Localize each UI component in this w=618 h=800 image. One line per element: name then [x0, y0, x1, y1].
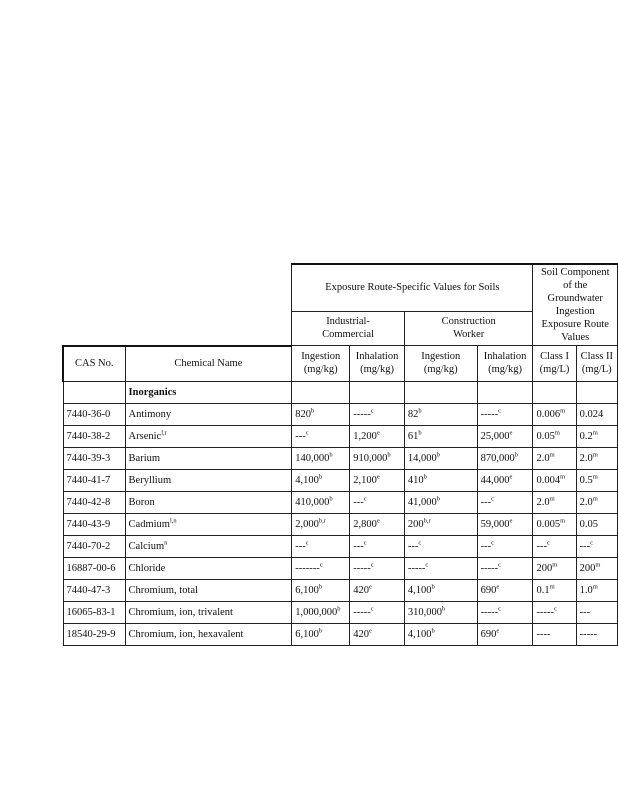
industrial-commercial-header: Industrial-Commercial [292, 311, 405, 345]
chemical-name-cell [125, 513, 292, 535]
cw-inhalation-cell-value: 690 [480, 584, 497, 596]
footnote-marker: m [592, 495, 598, 502]
class2-cell-value: --- [579, 540, 591, 552]
footnote-marker: b [423, 473, 427, 480]
ic-inhalation-cell [350, 535, 405, 557]
ic-ingestion-cell-value: 410,000 [295, 496, 330, 508]
class2-cell-value: 200 [579, 562, 596, 574]
footnote-marker: b [329, 451, 333, 458]
cw-ingestion-cell-value: 4,100 [407, 628, 432, 640]
footnote-marker: e [496, 583, 500, 590]
footnote-marker: m [560, 473, 566, 480]
chemical-name-cell-value: Chromium, ion, trivalent [128, 606, 233, 618]
chemical-name-cell-value: Barium [128, 452, 161, 464]
empty-cell [533, 381, 576, 403]
empty-cell [350, 381, 405, 403]
footnote-marker: c [370, 561, 374, 568]
class1-cell [533, 601, 576, 623]
footnote-marker: c [363, 539, 367, 546]
ic-ingestion-cell [292, 491, 350, 513]
table-row [63, 513, 618, 535]
cas-number-cell-value: 7440-42-8 [66, 496, 111, 508]
footnote-marker: b [318, 627, 323, 634]
cw-ingestion-cell-value: --- [407, 540, 419, 552]
empty-cell [292, 381, 350, 403]
cw-inhalation-cell [477, 447, 533, 469]
ic-ingestion-cell [292, 623, 350, 645]
ic-inhalation-cell [350, 425, 405, 447]
ic-inhalation-cell [350, 447, 405, 469]
class1-cell-value: 0.005 [536, 518, 561, 530]
footnote-marker: e [368, 583, 372, 590]
class2-cell-value: 0.024 [579, 408, 604, 420]
cas-number-cell [63, 447, 125, 469]
ic-ingestion-cell-value: 820 [295, 408, 311, 420]
cw-inhalation-header: Inhalation (mg/kg) [477, 346, 533, 382]
blank-cell [63, 264, 125, 311]
footnote-marker: e [509, 473, 513, 480]
empty-cell [63, 381, 125, 403]
chemical-name-cell-value: Beryllium [128, 474, 172, 486]
class1-cell [533, 513, 576, 535]
table-row [63, 425, 618, 447]
cw-inhalation-cell [477, 425, 533, 447]
ic-ingestion-cell [292, 425, 350, 447]
cw-inhalation-cell [477, 623, 533, 645]
footnote-marker: e [376, 429, 380, 436]
blank-cell [125, 311, 292, 345]
chemical-name-header: Chemical Name [125, 346, 292, 382]
chemical-name-cell [125, 403, 292, 425]
header-row-1 [63, 264, 618, 311]
cas-number-cell [63, 579, 125, 601]
cw-ingestion-cell-value: 4,100 [407, 584, 432, 596]
ic-inhalation-cell-value: 1,200 [353, 430, 377, 442]
ic-ingestion-cell [292, 557, 350, 579]
cw-inhalation-cell-value: --- [480, 540, 492, 552]
footnote-marker: b [436, 451, 441, 458]
cas-number-cell [63, 623, 125, 645]
class1-cell [533, 579, 576, 601]
footnote-marker: e [496, 627, 500, 634]
footnote-marker: e [509, 429, 513, 436]
cas-number-cell [63, 491, 125, 513]
cw-ingestion-cell-value: 41,000 [407, 496, 437, 508]
ic-ingestion-cell [292, 579, 350, 601]
cas-number-cell [63, 601, 125, 623]
footnote-marker: l,r [161, 429, 167, 436]
cw-inhalation-cell [477, 513, 533, 535]
footnote-marker: m [592, 429, 598, 436]
cw-ingestion-header: Ingestion (mg/kg) [404, 346, 477, 382]
class2-cell [576, 491, 617, 513]
class1-cell-value: 200 [536, 562, 553, 574]
class2-cell-value: 0.5 [579, 474, 593, 486]
cw-inhalation-cell [477, 469, 533, 491]
footnote-marker: c [418, 539, 422, 546]
footnote-marker: m [549, 583, 555, 590]
cw-inhalation-cell-value: ----- [480, 562, 499, 574]
ic-inhalation-cell-value: --- [353, 540, 364, 552]
cw-ingestion-cell-value: 61 [407, 430, 419, 442]
footnote-marker: b [329, 495, 333, 502]
cw-inhalation-cell [477, 535, 533, 557]
chemical-name-cell-value: Arsenic [128, 430, 162, 442]
table-row [63, 623, 618, 645]
cw-inhalation-cell [477, 403, 533, 425]
category-row [63, 381, 618, 403]
table-row [63, 557, 618, 579]
ic-ingestion-cell-value: 2,000 [295, 518, 319, 530]
footnote-marker: m [560, 517, 566, 524]
ic-ingestion-cell-value: --- [295, 430, 306, 442]
class2-cell-value: 2.0 [579, 496, 593, 508]
chemical-name-cell [125, 469, 292, 491]
cw-ingestion-cell [404, 469, 477, 491]
ic-inhalation-cell-value: --- [353, 496, 364, 508]
ic-ingestion-cell-value: 6,100 [295, 584, 319, 596]
cw-ingestion-cell [404, 623, 477, 645]
cw-ingestion-cell-value: 410 [407, 474, 424, 486]
chemical-name-cell-value: Chromium, total [128, 584, 198, 596]
chemical-name-cell [125, 557, 292, 579]
class1-cell-value: 0.05 [536, 430, 555, 442]
ic-inhalation-header: Inhalation (mg/kg) [350, 346, 405, 382]
empty-cell [576, 381, 617, 403]
cas-number-cell-value: 7440-70-2 [66, 540, 111, 552]
groundwater-group-header: Soil Component of the Groundwater Ingestion Exposure Route Values [533, 264, 618, 346]
ic-inhalation-cell-value: ----- [353, 408, 371, 420]
class1-cell-value: ---- [536, 628, 551, 640]
footnote-marker: c [305, 539, 309, 546]
cw-ingestion-cell-value: 82 [407, 408, 419, 420]
footnote-marker: b [387, 451, 391, 458]
class1-cell [533, 535, 576, 557]
ic-inhalation-cell [350, 513, 405, 535]
chemical-name-cell-value: Boron [128, 496, 155, 508]
ic-inhalation-cell [350, 403, 405, 425]
footnote-marker: n [164, 539, 168, 546]
cw-ingestion-cell [404, 513, 477, 535]
category-label: Inorganics [125, 381, 292, 403]
class2-cell [576, 469, 617, 491]
ic-inhalation-cell [350, 601, 405, 623]
footnote-marker: c [319, 561, 323, 568]
footnote-marker: b [311, 407, 315, 414]
footnote-marker: c [305, 429, 309, 436]
empty-cell [404, 381, 477, 403]
class1-cell-value: 0.1 [536, 584, 550, 596]
chemical-name-cell [125, 535, 292, 557]
ic-ingestion-header: Ingestion (mg/kg) [292, 346, 350, 382]
class1-cell [533, 623, 576, 645]
footnote-marker: m [549, 451, 555, 458]
ic-inhalation-cell [350, 579, 405, 601]
class2-cell [576, 579, 617, 601]
table-row [63, 491, 618, 513]
footnote-marker: m [592, 583, 598, 590]
table-row [63, 403, 618, 425]
footnote-marker: b,r [318, 517, 326, 524]
ic-inhalation-cell-value: ----- [353, 606, 371, 618]
chemical-name-cell-value: Calcium [128, 540, 165, 552]
construction-worker-header: Construction Worker [404, 311, 533, 345]
table-row [63, 535, 618, 557]
footnote-marker: m [549, 495, 555, 502]
footnote-marker: b [431, 583, 435, 590]
class2-cell-value: --- [579, 606, 591, 618]
class1-cell-value: 2.0 [536, 452, 550, 464]
cw-inhalation-cell-value: 59,000 [480, 518, 510, 530]
chemical-name-cell [125, 579, 292, 601]
footnote-marker: b,r [423, 517, 431, 524]
class1-header: Class I (mg/L) [533, 346, 576, 382]
cas-number-cell-value: 18540-29-9 [66, 628, 116, 640]
header-row-3 [63, 346, 618, 382]
table-row [63, 579, 618, 601]
footnote-marker: c [546, 539, 550, 546]
footnote-marker: b [514, 451, 518, 458]
ic-ingestion-cell-value: 1,000,000 [295, 606, 338, 618]
chemical-name-cell [125, 623, 292, 645]
class1-cell [533, 469, 576, 491]
ic-inhalation-cell [350, 623, 405, 645]
class2-cell [576, 447, 617, 469]
cw-ingestion-cell [404, 601, 477, 623]
cw-inhalation-cell-value: 690 [480, 628, 497, 640]
ic-inhalation-cell [350, 491, 405, 513]
cw-ingestion-cell-value: 310,000 [407, 606, 443, 618]
cas-number-cell-value: 7440-36-0 [66, 408, 111, 420]
cw-ingestion-cell-value: 14,000 [407, 452, 437, 464]
ic-ingestion-cell [292, 469, 350, 491]
cas-number-cell [63, 535, 125, 557]
footnote-marker: c [553, 605, 557, 612]
cas-number-cell [63, 513, 125, 535]
cw-inhalation-cell [477, 601, 533, 623]
footnote-marker: b [431, 627, 435, 634]
cas-number-cell-value: 16887-00-6 [66, 562, 116, 574]
cw-inhalation-cell [477, 557, 533, 579]
class1-cell [533, 491, 576, 513]
chemical-name-cell [125, 425, 292, 447]
cas-number-cell-value: 16065-83-1 [66, 606, 116, 618]
cw-inhalation-cell-value: 870,000 [480, 452, 515, 464]
empty-cell [477, 381, 533, 403]
ic-inhalation-cell-value: 910,000 [353, 452, 388, 464]
chemical-name-cell-value: Antimony [128, 408, 172, 420]
ic-ingestion-cell-value: --- [295, 540, 306, 552]
footnote-marker: m [554, 429, 560, 436]
ic-ingestion-cell [292, 403, 350, 425]
footnote-marker: b [318, 473, 323, 480]
class1-cell-value: 0.004 [536, 474, 561, 486]
ic-inhalation-cell-value: 2,800 [353, 518, 377, 530]
footnote-marker: m [592, 473, 598, 480]
class2-cell [576, 425, 617, 447]
class2-cell [576, 403, 617, 425]
cas-number-cell-value: 7440-43-9 [66, 518, 111, 530]
class1-cell-value: 2.0 [536, 496, 550, 508]
class1-cell [533, 557, 576, 579]
cas-number-cell-value: 7440-41-7 [66, 474, 111, 486]
cas-number-cell [63, 403, 125, 425]
footnote-marker: c [498, 561, 501, 568]
ic-ingestion-cell-value: 6,100 [295, 628, 319, 640]
footnote-marker: c [590, 539, 593, 546]
class1-cell [533, 447, 576, 469]
ic-ingestion-cell-value: ------- [295, 562, 320, 574]
cw-ingestion-cell-value: 200 [407, 518, 424, 530]
footnote-marker: b [442, 605, 446, 612]
footnote-marker: l,n [169, 517, 177, 524]
class1-cell-value: 0.006 [536, 408, 561, 420]
class2-cell [576, 557, 617, 579]
ic-ingestion-cell [292, 447, 350, 469]
footnote-marker: b [418, 407, 422, 414]
cas-header: CAS No. [63, 346, 125, 382]
cw-ingestion-cell [404, 425, 477, 447]
blank-cell [63, 311, 125, 345]
cw-ingestion-cell [404, 535, 477, 557]
class2-cell-value: 0.05 [579, 518, 598, 530]
cw-ingestion-cell [404, 491, 477, 513]
cw-inhalation-cell [477, 579, 533, 601]
footnote-marker: b [337, 605, 341, 612]
ic-inhalation-cell-value: 420 [353, 628, 369, 640]
ic-ingestion-cell [292, 601, 350, 623]
class2-cell-value: 2.0 [579, 452, 593, 464]
exposure-group-header: Exposure Route-Specific Values for Soils [292, 264, 533, 311]
class1-cell-value: ----- [536, 606, 554, 618]
ic-ingestion-cell-value: 140,000 [295, 452, 330, 464]
ic-inhalation-cell-value: 420 [353, 584, 369, 596]
table-row [63, 601, 618, 623]
footnote-marker: e [376, 517, 380, 524]
class1-cell-value: --- [536, 540, 547, 552]
cw-ingestion-cell [404, 403, 477, 425]
ic-inhalation-cell [350, 469, 405, 491]
footnote-marker: c [370, 605, 374, 612]
cw-inhalation-cell-value: --- [480, 496, 492, 508]
class2-header: Class II (mg/L) [576, 346, 617, 382]
chemical-name-cell-value: Chromium, ion, hexavalent [128, 628, 244, 640]
cw-inhalation-cell [477, 491, 533, 513]
chemical-name-cell [125, 447, 292, 469]
cw-ingestion-cell [404, 447, 477, 469]
cas-number-cell [63, 425, 125, 447]
footnote-marker: e [376, 473, 380, 480]
class1-cell [533, 425, 576, 447]
table-row [63, 469, 618, 491]
footnote-marker: m [595, 561, 601, 568]
cw-ingestion-cell [404, 579, 477, 601]
class2-cell-value: 1.0 [579, 584, 593, 596]
footnote-marker: c [363, 495, 367, 502]
cas-number-cell-value: 7440-47-3 [66, 584, 111, 596]
chemical-name-cell [125, 601, 292, 623]
ic-ingestion-cell [292, 513, 350, 535]
ic-inhalation-cell-value: ----- [353, 562, 371, 574]
footnote-marker: m [592, 451, 598, 458]
blank-cell [125, 264, 292, 311]
cas-number-cell-value: 7440-38-2 [66, 430, 111, 442]
chemical-name-cell-value: Chloride [128, 562, 166, 574]
chemical-name-cell [125, 491, 292, 513]
cw-ingestion-cell-value: ----- [407, 562, 426, 574]
footnote-marker: e [368, 627, 372, 634]
cw-inhalation-cell-value: 25,000 [480, 430, 510, 442]
cas-number-cell-value: 7440-39-3 [66, 452, 111, 464]
class2-cell [576, 513, 617, 535]
class2-cell-value: 0.2 [579, 430, 593, 442]
footnote-marker: c [491, 495, 494, 502]
footnote-marker: c [498, 407, 501, 414]
cw-inhalation-cell-value: ----- [480, 606, 499, 618]
class2-cell-value: ----- [579, 628, 598, 640]
footnote-marker: b [318, 583, 323, 590]
chemical-name-cell-value: Cadmium [128, 518, 170, 530]
footnote-marker: e [509, 517, 513, 524]
ic-ingestion-cell-value: 4,100 [295, 474, 319, 486]
soil-values-table [62, 263, 618, 646]
ic-inhalation-cell [350, 557, 405, 579]
ic-ingestion-cell [292, 535, 350, 557]
class2-cell [576, 601, 617, 623]
footnote-marker: m [552, 561, 558, 568]
footnote-marker: c [425, 561, 429, 568]
footnote-marker: c [491, 539, 494, 546]
footnote-marker: m [560, 407, 566, 414]
class1-cell [533, 403, 576, 425]
footnote-marker: c [370, 407, 374, 414]
class2-cell [576, 623, 617, 645]
table-row [63, 447, 618, 469]
footnote-marker: b [436, 495, 441, 502]
cw-ingestion-cell [404, 557, 477, 579]
cas-number-cell [63, 469, 125, 491]
cas-number-cell [63, 557, 125, 579]
ic-inhalation-cell-value: 2,100 [353, 474, 377, 486]
soil-values-table-container [62, 263, 618, 646]
footnote-marker: c [498, 605, 501, 612]
cw-inhalation-cell-value: 44,000 [480, 474, 510, 486]
cw-inhalation-cell-value: ----- [480, 408, 499, 420]
footnote-marker: b [418, 429, 422, 436]
class2-cell [576, 535, 617, 557]
